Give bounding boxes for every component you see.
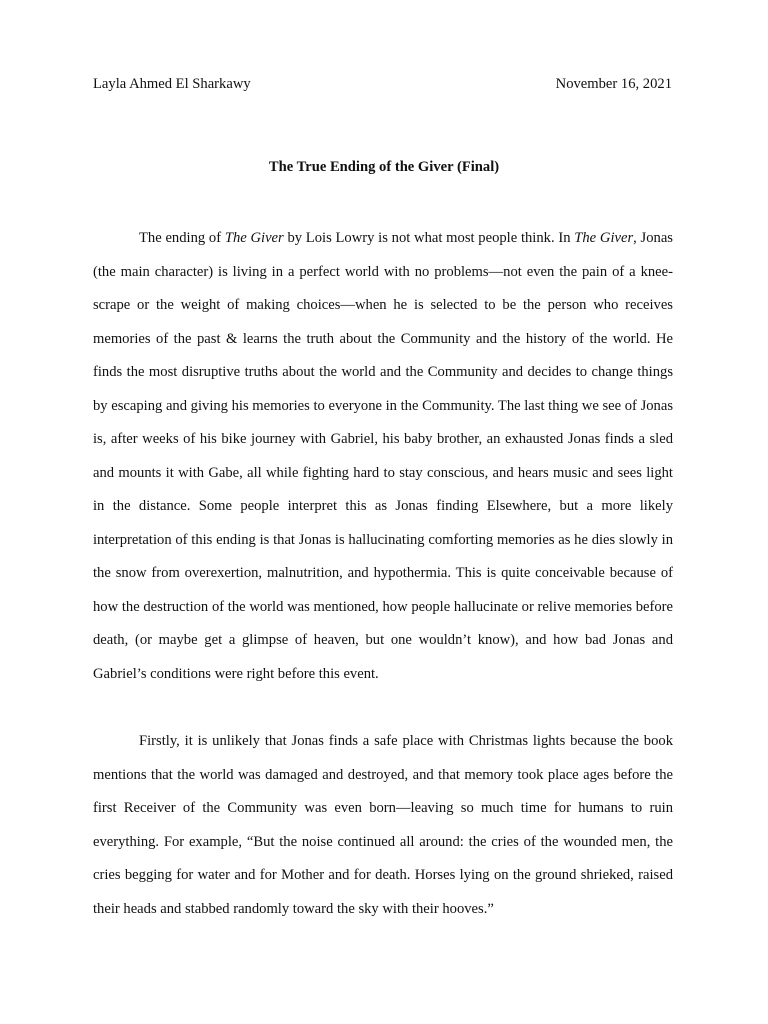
paragraph-firstly: Firstly, it is unlikely that Jonas finds a safe place with Christmas lights because the book mentions that the world was damaged and destroyed, and that memory took place ages before the first Receiver of the Community was even born—leaving so much time for humans to ruin everything. For example, “But the noise continued all around: the cries of the wounded men, the cries begging for water and for Mother and for death. Horses lying on the ground shrieked, raised their heads and stabbed randomly toward the sky with their hooves.” — [93, 733, 673, 917]
book-title: The Giver — [574, 230, 634, 246]
paragraph-text: by Lois Lowry is not what most people think. In — [283, 230, 575, 246]
book-title: The Giver — [224, 230, 284, 246]
paragraph-text: The ending of — [139, 230, 225, 246]
paragraph-text: , Jonas (the main character) is living in a perfect world with no problems—not even the pain of a knee-scrape or the weight of making choices—when he is selected to be the person who receives memories of the past & learns the truth about the Community and the history of the world. He finds the most disruptive truths about the world and the Community and decides to change things by escaping and giving his memories to everyone in the Community. The last thing we see of Jonas is, after weeks of his bike journey with Gabriel, his baby brother, an exhausted Jonas finds a sled and mounts it with Gabe, all while fighting hard to stay conscious, and hears music and sees light in the distance. Some people interpret this as Jonas finding Elsewhere, but a more likely interpretation of this ending is that Jonas is hallucinating comforting memories as he dies slowly in the snow from overexertion, malnutrition, and hypothermia. This is quite conceivable because of how the destruction of the world was mentioned, how people hallucinate or relive memories before death, (or maybe get a glimpse of heaven, but one wouldn’t know), and how bad Jonas and Gabriel’s conditions were right before this event. — [93, 230, 673, 682]
document-date: November 16, 2021 — [555, 76, 672, 92]
document-title: The True Ending of the Giver (Final) — [268, 159, 500, 175]
author-name: Layla Ahmed El Sharkawy — [93, 76, 251, 92]
document-header — [93, 74, 672, 94]
document-body — [93, 222, 673, 926]
paragraph-intro — [93, 222, 673, 691]
